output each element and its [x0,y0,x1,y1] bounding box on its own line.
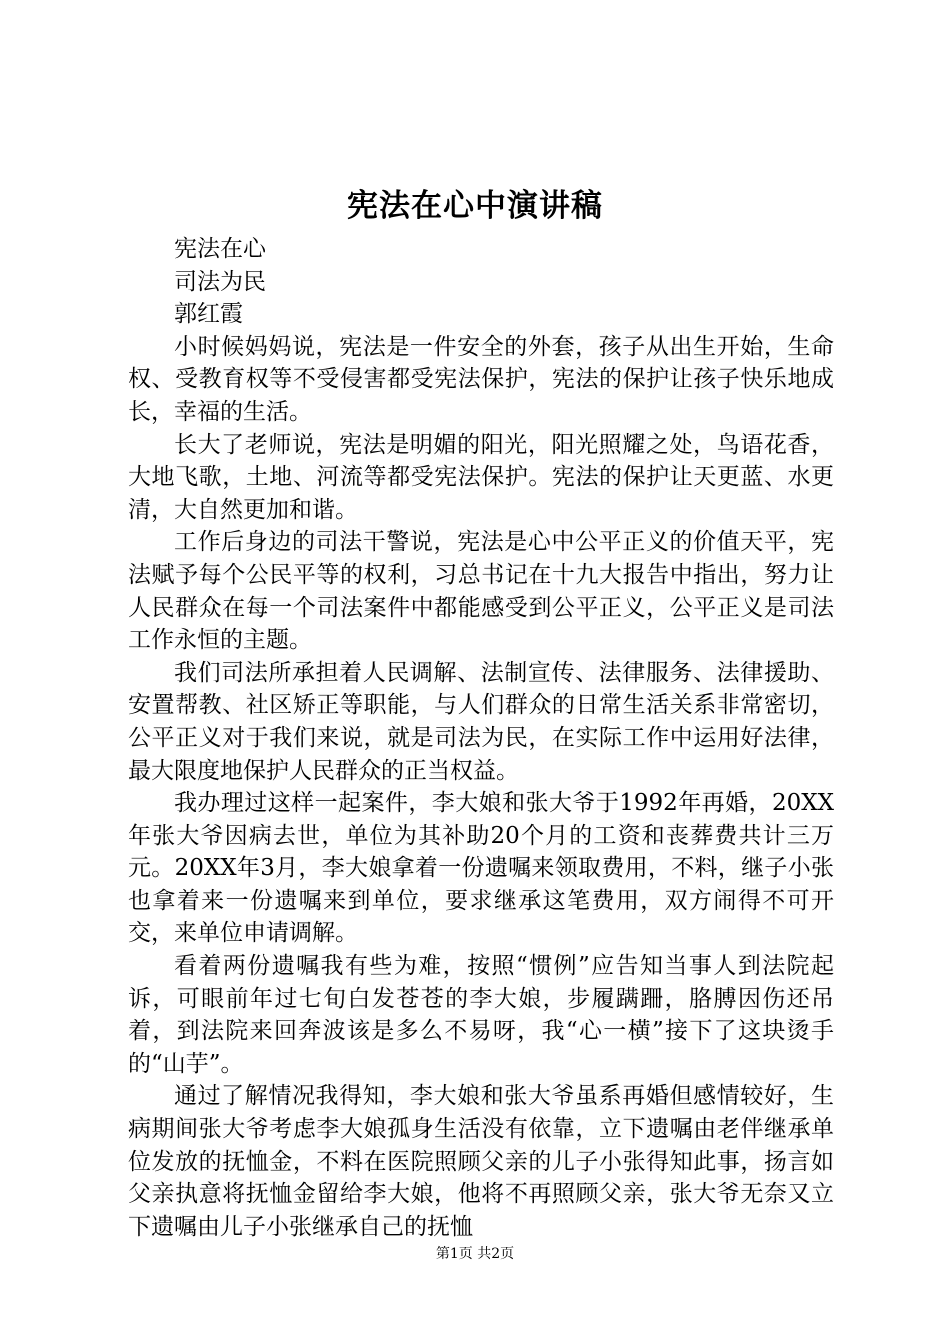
document-body [128,233,834,1243]
body-paragraph: 通过了解情况我得知，李大娘和张大爷虽系再婚但感情较好，生病期间张大爷考虑李大娘孤身生活没有依靠，立下遗嘱由老伴继承单位发放的抚恤金，不料在医院照顾父亲的儿子小张得知此事，扬言如父亲执意将抚恤金留给李大娘，他将不再照顾父亲，张大爷无奈又立下遗嘱由儿子小张继承自己的抚恤 [128,1083,834,1240]
body-paragraph: 我办理过这样一起案件，李大娘和张大爷于1992年再婚，20XX年张大爷因病去世，单位为其补助20个月的工资和丧葬费共计三万元。20XX年3月，李大娘拿着一份遗嘱来领取费用，不料，继子小张也拿着来一份遗嘱来到单位，要求继承这笔费用，双方闹得不可开交，来单位申请调解。 [128,790,834,947]
subtitle-line: 宪法在心 [174,236,266,262]
body-paragraph: 工作后身边的司法干警说，宪法是心中公平正义的价值天平，宪法赋予每个公民平等的权利，习总书记在十九大报告中指出，努力让人民群众在每一个司法案件中都能感受到公平正义，公平正义是司法工作永恒的主题。 [128,529,834,654]
body-paragraph: 我们司法所承担着人民调解、法制宣传、法律服务、法律援助、安置帮教、社区矫正等职能，与人们群众的日常生活关系非常密切，公平正义对于我们来说，就是司法为民，在实际工作中运用好法律，最大限度地保护人民群众的正当权益。 [128,659,834,784]
body-paragraph: 看着两份遗嘱我有些为难，按照“惯例”应告知当事人到法院起诉，可眼前年过七旬白发苍苍的李大娘，步履蹒跚，胳膊因伤还吊着，到法院来回奔波该是多么不易呀，我“心一横”接下了这块烫手的“山芋”。 [128,953,834,1077]
body-paragraph: 长大了老师说，宪法是明媚的阳光，阳光照耀之处，鸟语花香，大地飞歌，土地、河流等都受宪法保护。宪法的保护让天更蓝、水更清，大自然更加和谐。 [128,431,834,523]
subtitle-line: 司法为民 [174,268,266,295]
body-paragraph: 小时候妈妈说，宪法是一件安全的外套，孩子从出生开始，生命权、受教育权等不受侵害都受宪法保护，宪法的保护让孩子快乐地成长，幸福的生活。 [128,333,834,425]
author-name: 郭红霞 [174,301,243,328]
page-number-footer: 第1页 共2页 [435,1246,515,1262]
document-title: 宪法在心中演讲稿 [347,188,603,224]
